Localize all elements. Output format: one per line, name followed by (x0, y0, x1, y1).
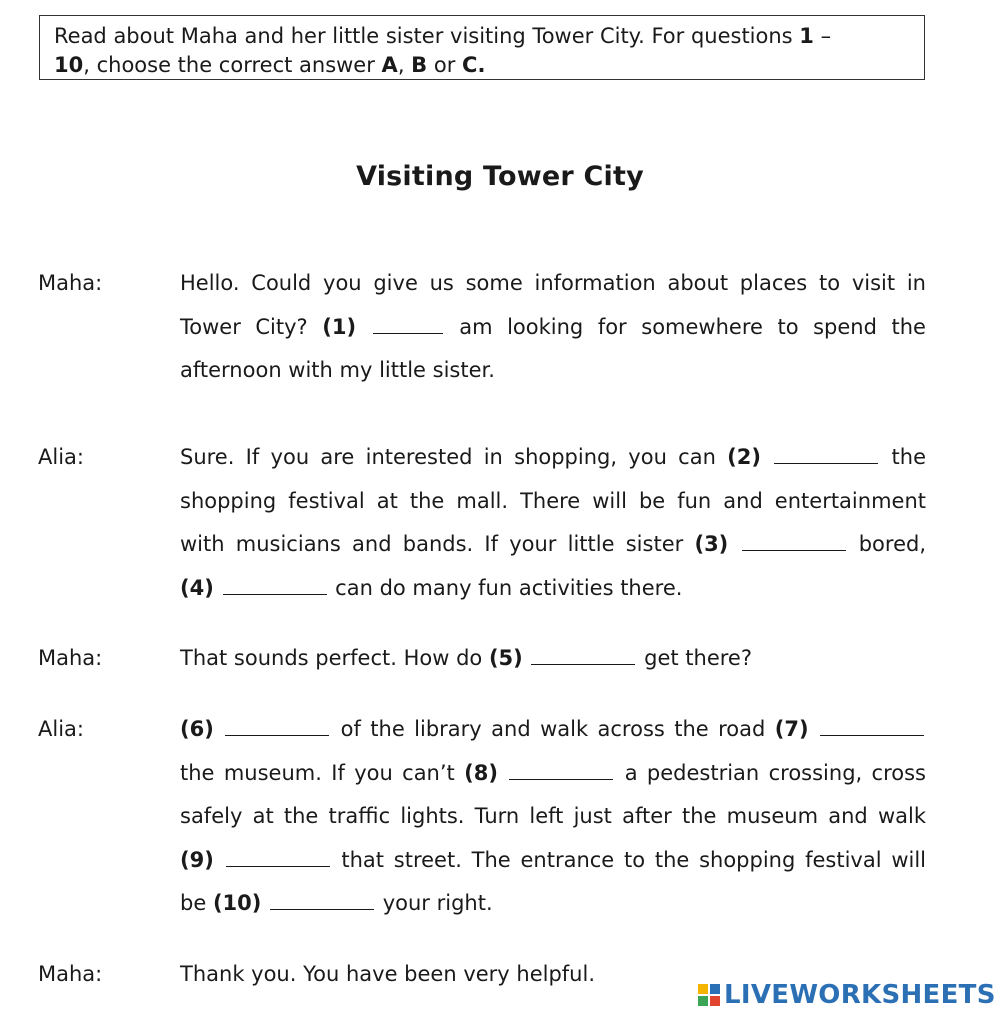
gap-5-blank[interactable] (531, 646, 635, 665)
gap-9-blank[interactable] (226, 848, 330, 867)
liveworksheets-icon (698, 984, 720, 1006)
speaker-label: Maha: (38, 962, 103, 986)
gap-number-3: (3) (694, 532, 729, 556)
gap-6-blank[interactable] (225, 717, 329, 736)
gap-8-blank[interactable] (509, 761, 613, 780)
speech-line: Hello. Could you give us some information about places to visit in (180, 271, 926, 295)
gap-3-blank[interactable] (742, 532, 846, 551)
speech-text (180, 436, 926, 610)
speech-fragment: Tower City? (180, 314, 323, 339)
gap-number-5: (5) (488, 646, 523, 670)
speech-text (180, 708, 926, 926)
gap-7-blank[interactable] (820, 717, 924, 736)
option-c-label: C. (462, 53, 486, 77)
speech-line (180, 523, 926, 567)
speech-fragment: bored, (847, 532, 926, 556)
speaker-label: Maha: (38, 646, 103, 670)
instructions-dash: – (813, 24, 832, 48)
page-title: Visiting Tower City (356, 161, 644, 192)
gap-number-6: (6) (180, 717, 214, 741)
gap-2-blank[interactable] (774, 445, 878, 464)
speech-line (180, 882, 926, 926)
speech-line: safely at the traffic lights. Turn left just after the museum and walk (180, 804, 926, 828)
gap-number-2: (2) (727, 445, 761, 469)
speech-fragment: Sure. If you are interested in shopping, you can (180, 445, 728, 469)
speaker-label: Maha: (38, 271, 103, 295)
speech-line (180, 839, 926, 883)
gap-number-9: (9) (180, 847, 214, 872)
speech-fragment: be (180, 891, 213, 915)
speech-line: Thank you. You have been very helpful. (180, 962, 596, 986)
speech-fragment: the museum. If you can’t (180, 760, 465, 785)
gap-number-1: (1) (322, 314, 357, 339)
speech-fragment: of the library and walk across the road (331, 717, 775, 741)
speech-fragment: a pedestrian crossing, cross (615, 760, 927, 785)
speech-line (180, 567, 926, 611)
speech-text (180, 637, 926, 681)
question-range-end: 10 (54, 53, 84, 77)
speech-fragment: That sounds perfect. How do (180, 646, 489, 670)
instructions-or: or (427, 53, 463, 77)
speech-fragment: your right. (376, 891, 493, 915)
speech-fragment: am looking for somewhere to spend the (444, 314, 926, 339)
instructions-comma: , (397, 53, 412, 77)
speech-line (180, 752, 926, 796)
liveworksheets-logo (698, 980, 996, 1010)
gap-number-4: (4) (180, 575, 214, 600)
speech-line (180, 306, 926, 350)
speech-fragment: with musicians and bands. If your little sister (180, 532, 695, 556)
speech-line (180, 436, 926, 480)
speech-fragment: can do many fun activities there. (328, 575, 683, 600)
gap-number-10: (10) (212, 891, 262, 915)
instructions-text-2: , choose the correct answer (83, 53, 382, 77)
speech-text (180, 262, 926, 393)
instructions-box (39, 15, 925, 80)
gap-4-blank[interactable] (223, 576, 327, 595)
speech-fragment: the (880, 445, 927, 469)
speech-line (180, 708, 926, 752)
speaker-label: Alia: (38, 445, 84, 469)
gap-1-blank[interactable] (373, 315, 443, 334)
gap-number-7: (7) (774, 717, 809, 741)
instructions-text: Read about Maha and her little sister visiting Tower City. For questions (54, 24, 800, 48)
option-a-label: A (381, 53, 398, 77)
liveworksheets-wordmark: LIVEWORKSHEETS (724, 980, 996, 1010)
speaker-label: Alia: (38, 717, 84, 741)
speech-line (180, 637, 926, 681)
speech-line: afternoon with my little sister. (180, 358, 495, 382)
speech-line: shopping festival at the mall. There will be fun and entertainment (180, 488, 926, 513)
speech-fragment: that street. The entrance to the shopping festival will (331, 847, 926, 872)
question-range-start: 1 (799, 24, 814, 48)
gap-10-blank[interactable] (270, 891, 374, 910)
option-b-label: B (411, 53, 428, 77)
gap-number-8: (8) (464, 760, 498, 785)
speech-fragment: get there? (637, 646, 752, 670)
